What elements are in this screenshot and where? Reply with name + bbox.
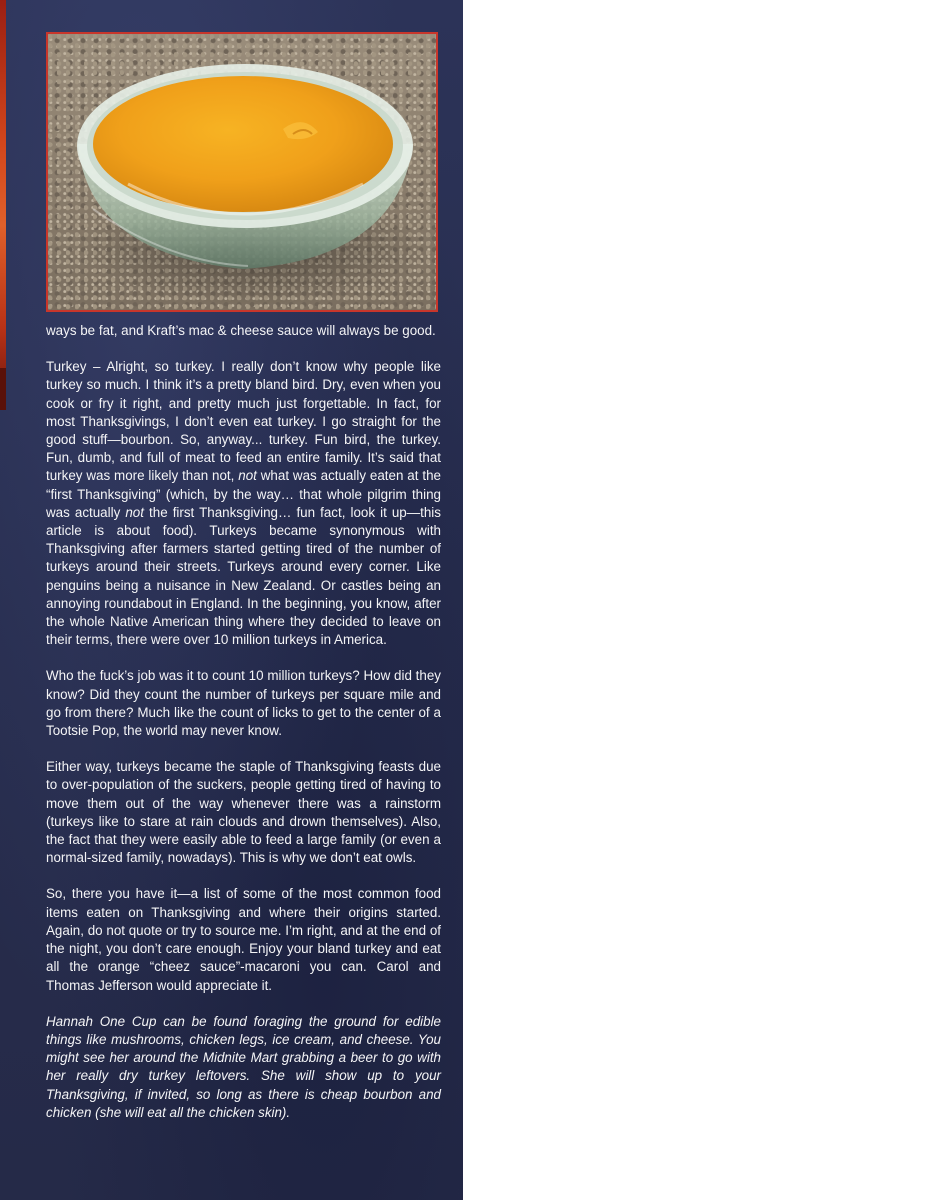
article-paragraph: Who the fuck’s job was it to count 10 million turkeys? How did they know? Did they count the number of turkeys per square mile and go from there? Much like the count of licks to get to the center of a Tootsie Pop, the world may never know.	[46, 668, 441, 739]
turkey-paragraph	[46, 358, 441, 649]
emphasis-text: not	[238, 468, 257, 484]
article-body	[46, 322, 441, 1140]
left-edge-dark-accent	[0, 368, 6, 410]
article-paragraph: So, there you have it—a list of some of the most common food items eaten on Thanksgiving and where their origins started. Again, do not quote or try to source me. I’m right, and at the end of the night, you don’t care enough. Enjoy your bland turkey and eat all the orange “cheez sauce”-macaroni you can. Carol and Thomas Jefferson would appreciate it.	[46, 886, 441, 993]
bowl-of-cheese-sauce-icon	[48, 34, 436, 310]
article-paragraph: ways be fat, and Kraft’s mac & cheese sauce will always be good.	[46, 323, 436, 338]
left-edge-accent	[0, 0, 6, 410]
article-text-span: the first Thanksgiving… fun fact, look it up—this article is about food). Turkeys became synonymous with Thanksgiving after farmers started getting tired of the number of turkeys around their streets. Turkeys around every corner. Like penguins being a nuisance in New Zealand. Or castles being an annoying roundabout in England. In the beginning, you know, after the whole Native American thing where they decided to leave on their terms, there were over 10 million turkeys in America.	[46, 504, 441, 648]
magazine-page-panel	[0, 0, 463, 1200]
article-paragraph: Either way, turkeys became the staple of Thanksgiving feasts due to over-population of the suckers, people getting tired of having to move them out of the way whenever there was a rainstorm (turkeys like to stare at rain clouds and drown themselves). Also, the fact that they were easily able to feed a large family (or even a normal-sized family, nowadays). This is why we don’t eat owls.	[46, 759, 441, 866]
article-text-span: Turkey – Alright, so turkey. I really don’t know why people like turkey so much. I think it’s a pretty bland bird. Dry, even when you cook or fry it right, and pretty much just forgettable. In fact, for most Thanksgivings, I don’t even eat turkey. I go straight for the good stuff—bourbon. So, anyway... turkey. Fun bird, the turkey. Fun, dumb, and full of meat to feed an entire family. It’s said that turkey was more likely than not,	[46, 359, 441, 484]
emphasis-text: not	[125, 504, 144, 520]
cheese-sauce-photo	[46, 32, 438, 312]
author-bio: Hannah One Cup can be found foraging the ground for edible things like mushrooms, chicken legs, ice cream, and cheese. You might see her around the Midnite Mart grabbing a beer to go with her really dry turkey leftovers. She will show up to your Thanksgiving, if invited, so long as there is cheap bourbon and chicken (she will eat all the chicken skin).	[46, 1013, 441, 1120]
article-text-span: what was actually eaten at the “first Thanksgiving” (which, by the way… that whole pilgrim thing was actually	[46, 468, 441, 520]
